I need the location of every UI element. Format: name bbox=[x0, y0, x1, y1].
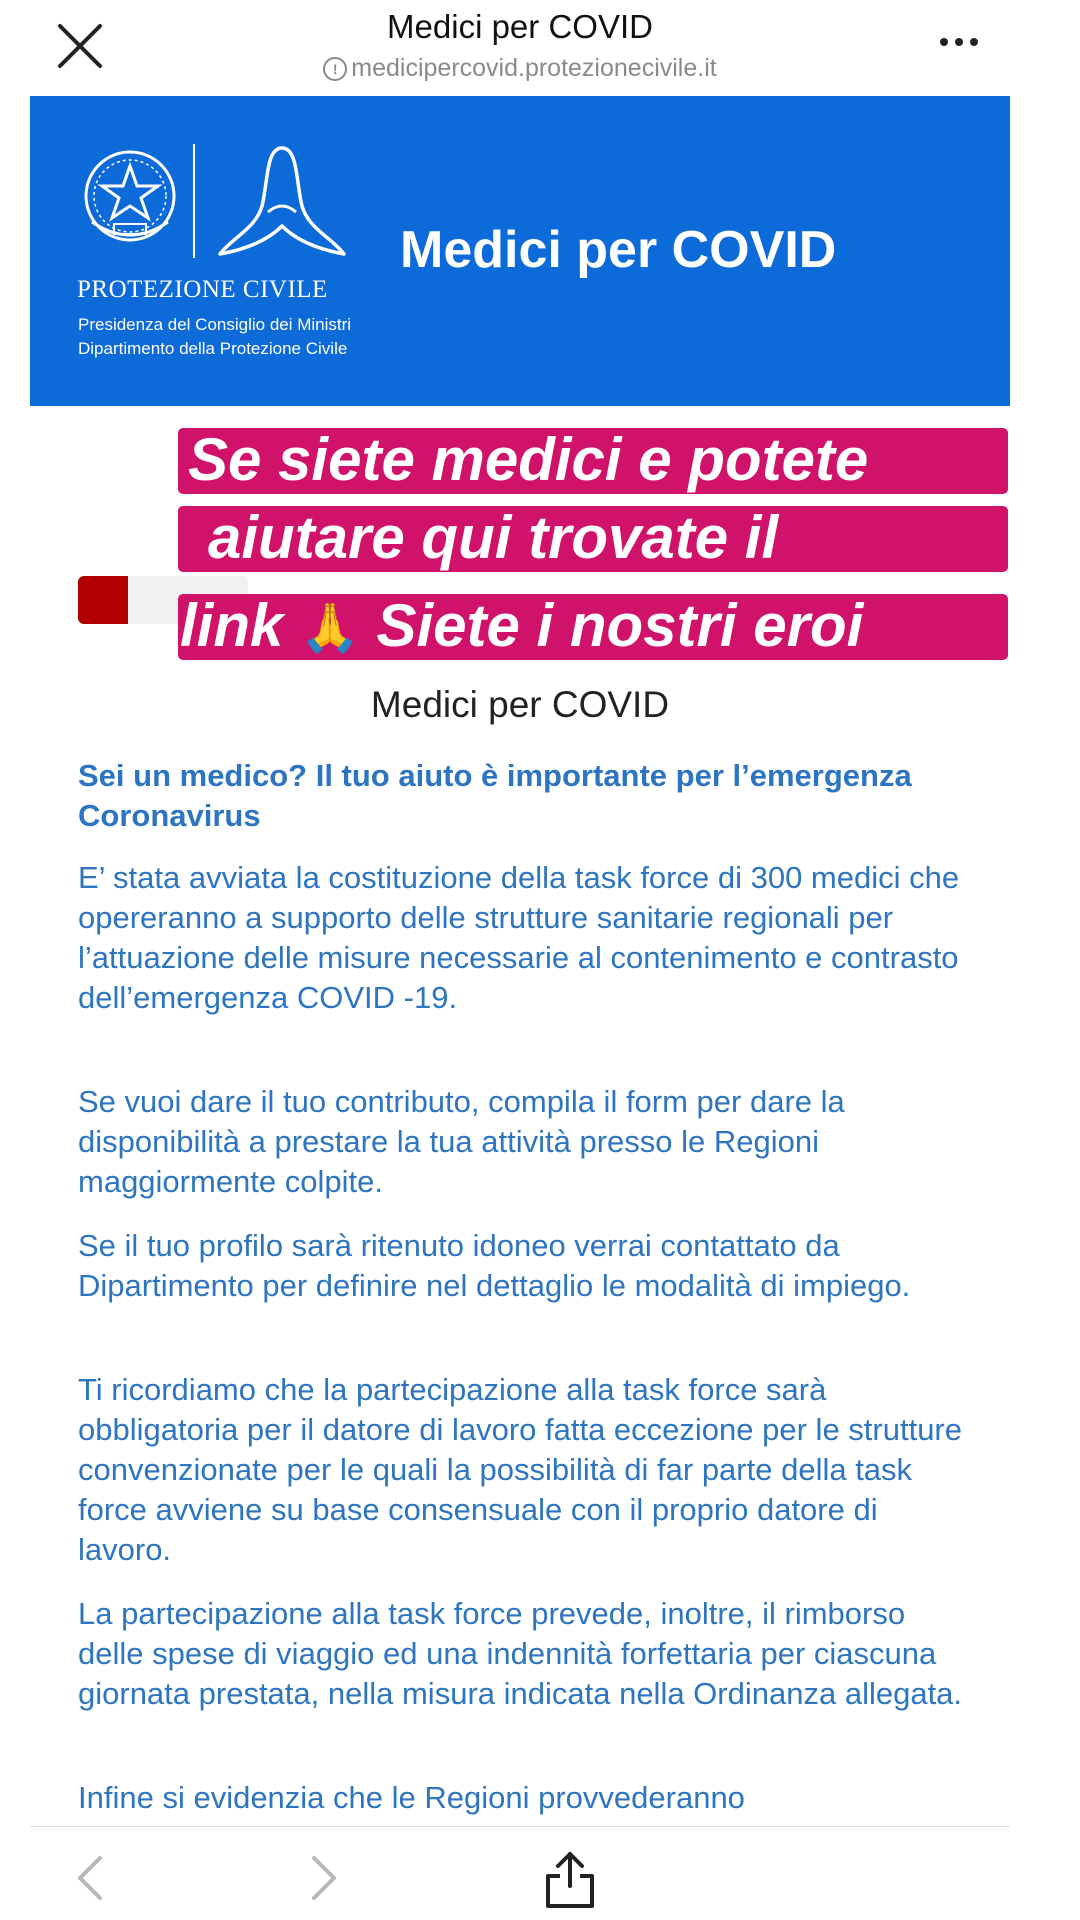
content-paragraph: Se il tuo profilo sarà ritenuto idoneo verrai contattato da Dipartimento per definire nel dettaglio le modalità di impiego. bbox=[78, 1228, 911, 1303]
more-icon bbox=[940, 38, 948, 46]
more-button[interactable] bbox=[940, 38, 978, 46]
protezione-civile-logo-icon bbox=[212, 142, 352, 266]
content-paragraph: E’ stata avviata la costituzione della task force di 300 medici che opereranno a supporto delle strutture sanitarie regionali per l’attuazione delle misure necessarie al contenimento e contrasto dell’emergenza COVID -19. bbox=[78, 860, 960, 1015]
sticker-text: link bbox=[180, 594, 284, 659]
content-paragraph: Ti ricordiamo che la partecipazione alla task force sarà obbligatoria per il datore di lavoro fatta eccezione per le strutture convenzionate per le quali la possibilità di far parte della task force avviene su base consensuale con il proprio datore di lavoro. bbox=[78, 1372, 962, 1567]
sticker-text-line-1: Se siete medici e potete bbox=[178, 428, 1008, 494]
url-text: medicipercovid.protezionecivile.it bbox=[351, 54, 717, 82]
sticker-text-line-3 bbox=[178, 594, 1008, 660]
sticker-text-line-2: aiutare qui trovate il bbox=[178, 506, 1008, 572]
content-paragraph: Se vuoi dare il tuo contributo, compila il form per dare la disponibilità a prestare la tua attività presso le Regioni maggiormente colpite. bbox=[78, 1084, 845, 1199]
org-subtitle-2: Dipartimento della Protezione Civile bbox=[78, 339, 348, 358]
top-bar bbox=[0, 0, 1080, 92]
back-button[interactable] bbox=[66, 1850, 116, 1906]
share-icon bbox=[540, 1850, 600, 1910]
share-button[interactable] bbox=[540, 1850, 600, 1906]
org-name: PROTEZIONE CIVILE bbox=[77, 276, 328, 303]
praying-hands-icon: 🙏 bbox=[300, 602, 360, 655]
org-subtitle-1: Presidenza del Consiglio dei Ministri bbox=[78, 315, 352, 334]
content-heading: Sei un medico? Il tuo aiuto è importante per l’emergenza Coronavirus bbox=[78, 758, 912, 833]
logo-divider bbox=[193, 144, 195, 258]
info-icon: ! bbox=[323, 57, 347, 81]
banner-title: Medici per COVID bbox=[400, 221, 837, 279]
content-paragraph: La partecipazione alla task force prevede, inoltre, il rimborso delle spese di viaggio ed una indennità forfettaria per ciascuna giornata prestata, nella misura indicata nella Ordinanza allegata. bbox=[78, 1596, 963, 1711]
chevron-left-icon bbox=[66, 1850, 116, 1906]
content-title: Medici per COVID bbox=[370, 684, 670, 725]
italian-emblem-icon bbox=[78, 144, 182, 254]
toolbar-divider bbox=[30, 1826, 1010, 1827]
url-display[interactable] bbox=[0, 54, 1040, 83]
sticker-text: Siete i nostri eroi bbox=[376, 594, 864, 659]
forward-button[interactable] bbox=[298, 1850, 348, 1906]
more-icon bbox=[955, 38, 963, 46]
more-icon bbox=[970, 38, 978, 46]
bottom-toolbar bbox=[0, 1826, 1080, 1920]
page-title: Medici per COVID bbox=[387, 8, 653, 45]
chevron-right-icon bbox=[298, 1850, 348, 1906]
content-paragraph: Infine si evidenzia che le Regioni provvederanno bbox=[78, 1780, 745, 1815]
web-content[interactable] bbox=[30, 96, 1010, 1826]
site-banner bbox=[30, 96, 1010, 406]
